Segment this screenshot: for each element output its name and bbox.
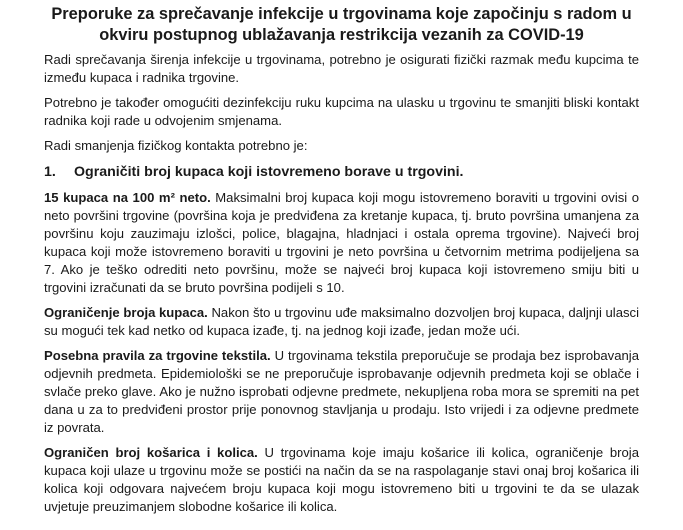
paragraph-baskets-carts-text: U trgovinama koje imaju košarice ili kolica, ograničenje broja kupaca koji ulaze u trgovinu može se postići na način da se na raspolaganje stavi onaj broj košarica ili kolica koji odgovara najvećem broju kupaca koji mogu istovremeno biti u trgovini te da se ulazak uvjetuje preuzimanjem slobodne košarice ili kolica. <box>44 445 639 514</box>
section-heading <box>44 162 639 182</box>
paragraph-customer-limit <box>44 304 639 340</box>
paragraph-baskets-carts <box>44 444 639 516</box>
title-line-2: okviru postupnog ublažavanja restrikcija vezanih za COVID-19 <box>99 26 584 44</box>
paragraph-baskets-carts-lead: Ograničen broj košarica i kolica. <box>44 445 258 460</box>
paragraph-capacity-text: Maksimalni broj kupaca koji mogu istovremeno boraviti u trgovini ovisi o neto površini trgovine (površina koja je predviđena za kretanje kupaca, tj. bruto površina umanjena za površinu koju zauzimaju izlošci, police, blagajna, hladnjaci i ostala oprema trgovine). Najveći broj kupaca koji može istovremeno boraviti u trgovini je neto površina u četvornim metrima podijeljena sa 7. Ako je teško odrediti neto površinu, može se najveći broj kupaca koji istovremeno smiju biti u trgovini izračunati da se bruto površina podijeli s 10. <box>44 190 639 295</box>
paragraph-customer-limit-text: Nakon što u trgovinu uđe maksimalno dozvoljen broj kupaca, daljnji ulasci su mogući tek kad netko od kupaca izađe, tj. na jednog koji izađe, jedan može ući. <box>44 305 639 338</box>
intro-paragraph-requirements: Radi smanjenja fizičkog kontakta potrebno je: <box>44 138 308 153</box>
document-title <box>44 4 639 46</box>
section-number: 1. <box>44 164 56 180</box>
intro-paragraph-disinfection: Potrebno je također omogućiti dezinfekciju ruku kupcima na ulasku u trgovinu te smanjiti bliski kontakt radnika koji rade u odvojenim smjenama. <box>44 95 639 128</box>
paragraph-textile-rules-text: U trgovinama tekstila preporučuje se prodaja bez isprobavanja odjevnih predmeta. Epidemiološki se ne preporučuje isprobavanje odjevnih predmeta koji se oblače i svlače preko glave. Ako je nužno isprobati odjevne predmete, nekupljena roba mora se spremiti na pet dana u za to predviđeni prostor prije ponovnog stavljanja u prodaju. Isto vrijedi i za odjevne predmete iz povrata. <box>44 348 639 435</box>
paragraph-textile-rules <box>44 347 639 437</box>
intro-paragraph-distance: Radi sprečavanja širenja infekcije u trgovinama, potrebno je osigurati fizički razmak među kupcima te između kupaca i radnika trgovine. <box>44 52 639 85</box>
title-line-1: Preporuke za sprečavanje infekcije u trgovinama koje započinju s radom u <box>51 5 632 23</box>
paragraph-capacity <box>44 189 639 297</box>
paragraph-customer-limit-lead: Ograničenje broja kupaca. <box>44 305 208 320</box>
paragraph-capacity-lead: 15 kupaca na 100 m² neto. <box>44 190 211 205</box>
section-heading-text: Ograničiti broj kupaca koji istovremeno borave u trgovini. <box>74 164 464 180</box>
paragraph-textile-rules-lead: Posebna pravila za trgovine tekstila. <box>44 348 271 363</box>
